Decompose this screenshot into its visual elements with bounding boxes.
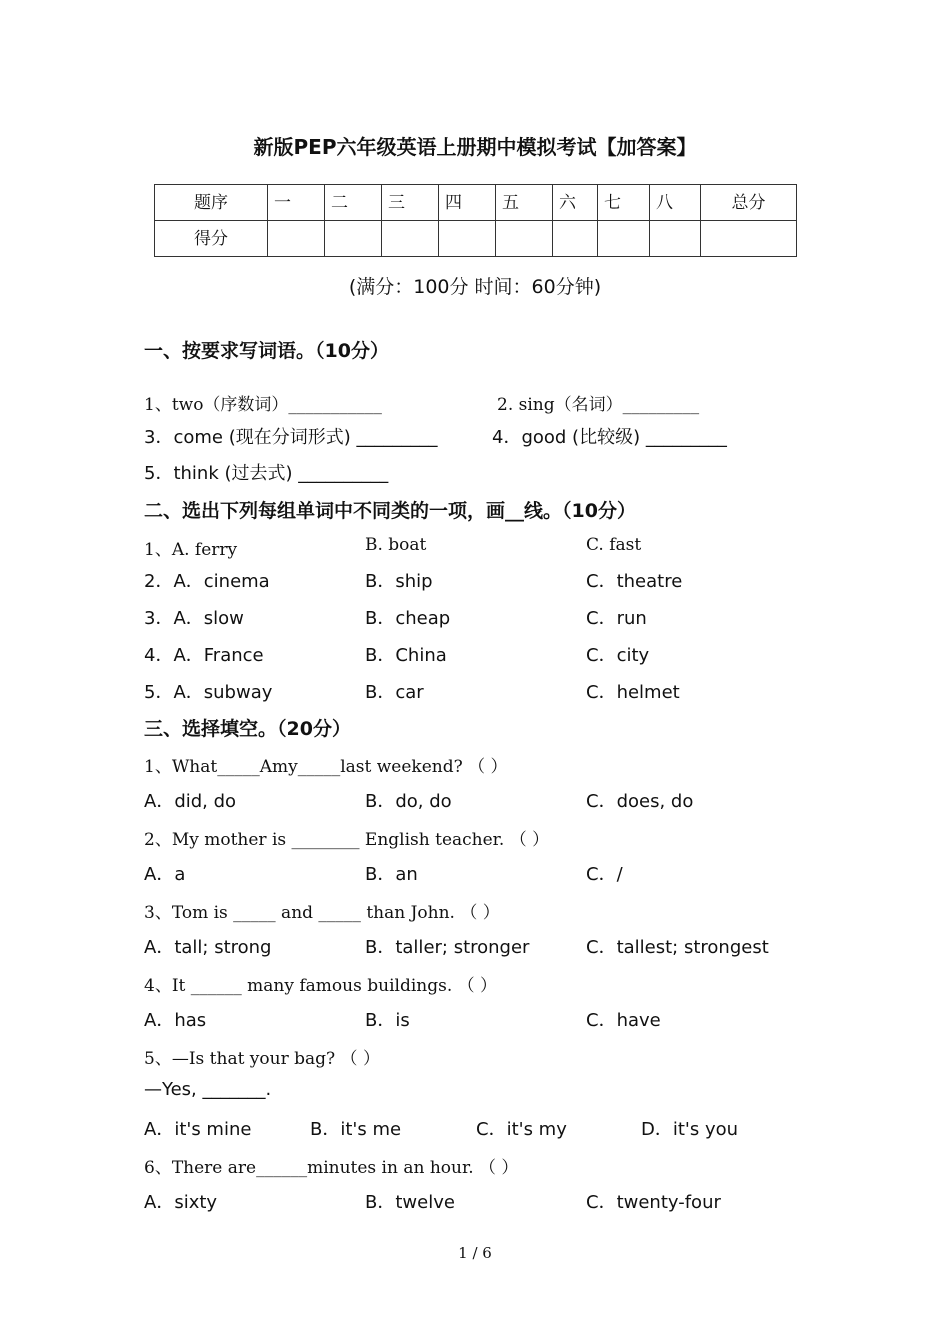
section2-option-c: C. fast <box>586 535 642 555</box>
score-table-score-row <box>155 221 797 257</box>
score-cell[interactable] <box>496 221 553 257</box>
section2-option-a: 5．A．subway <box>144 682 273 703</box>
score-header-cell: 七 <box>598 185 650 221</box>
section2-heading: 二、选出下列每组单词中不同类的一项，画__线。（10分） <box>144 500 636 522</box>
section3-option-c: C．twenty-four <box>586 1192 721 1213</box>
section3-option-c: C．it's my <box>476 1119 567 1140</box>
score-cell[interactable] <box>439 221 496 257</box>
score-header-cell: 总分 <box>701 185 797 221</box>
score-header-cell: 三 <box>382 185 439 221</box>
score-table <box>154 184 797 257</box>
score-cell[interactable] <box>701 221 797 257</box>
section3-option-c: C．/ <box>586 864 623 885</box>
section2-option-b: B．car <box>365 682 424 703</box>
section1-question-1: 1、two（序数词）___________ <box>144 395 382 415</box>
section3-option-b: B．do, do <box>365 791 452 812</box>
score-header-cell: 八 <box>650 185 701 221</box>
score-row-label: 得分 <box>155 221 268 257</box>
score-cell[interactable] <box>553 221 598 257</box>
section3-question-2: 2、My mother is ________ English teacher. （ ） <box>144 830 550 850</box>
section3-question-3: 3、Tom is _____ and _____ than John. （ ） <box>144 903 500 923</box>
section3-option-b: B．an <box>365 864 418 885</box>
section3-option-c: C．tallest; strongest <box>586 937 769 958</box>
section3-option-a: A．a <box>144 864 186 885</box>
section3-question-1: 1、What_____Amy_____last weekend? （ ） <box>144 757 508 777</box>
section3-option-a: A．did, do <box>144 791 237 812</box>
section3-option-c: C．does, do <box>586 791 694 812</box>
page-title: 新版PEP六年级英语上册期中模拟考试【加答案】 <box>253 135 697 159</box>
score-header-cell: 四 <box>439 185 496 221</box>
section3-option-d: D．it's you <box>641 1119 739 1140</box>
section2-option-a: 2．A．cinema <box>144 571 270 592</box>
section3-option-a: A．tall; strong <box>144 937 272 958</box>
section2-option-a: 3．A．slow <box>144 608 244 629</box>
section1-heading: 一、按要求写词语。（10分） <box>144 340 389 362</box>
section2-option-b: B．cheap <box>365 608 451 629</box>
section3-question-4: 4、It ______ many famous buildings. （ ） <box>144 976 498 996</box>
section3-option-a: A．sixty <box>144 1192 218 1213</box>
section2-option-c: C．helmet <box>586 682 680 703</box>
section3-option-a: A．has <box>144 1010 207 1031</box>
score-table-header-row <box>155 185 797 221</box>
section3-heading: 三、选择填空。（20分） <box>144 718 351 740</box>
section3-question-5-reply: —Yes, _______. <box>144 1079 272 1100</box>
section3-option-b: B．taller; stronger <box>365 937 530 958</box>
section2-option-c: C．theatre <box>586 571 683 592</box>
score-cell[interactable] <box>650 221 701 257</box>
section3-option-a: A．it's mine <box>144 1119 252 1140</box>
score-header-cell: 六 <box>553 185 598 221</box>
score-header-cell: 二 <box>325 185 382 221</box>
section3-question-5: 5、—Is that your bag? （ ） <box>144 1049 380 1069</box>
section3-option-b: B．is <box>365 1010 410 1031</box>
score-header-cell: 五 <box>496 185 553 221</box>
section2-option-c: C．city <box>586 645 650 666</box>
section1-question-4: 4．good (比较级) _________ <box>492 427 727 448</box>
section2-option-b: B．ship <box>365 571 433 592</box>
section1-question-3: 3．come (现在分词形式) _________ <box>144 427 438 448</box>
score-cell[interactable] <box>598 221 650 257</box>
section2-option-a: 4．A．France <box>144 645 264 666</box>
score-cell[interactable] <box>268 221 325 257</box>
section2-option-a: 1、A. ferry <box>144 540 238 560</box>
full-mark-info: (满分：100分 时间：60分钟) <box>348 276 602 298</box>
section2-option-b: B. boat <box>365 535 427 555</box>
section1-question-2: 2. sing（名词）_________ <box>497 395 700 415</box>
section1-question-5: 5．think (过去式) __________ <box>144 463 389 484</box>
section3-question-6: 6、There are______minutes in an hour. （ ） <box>144 1158 519 1178</box>
section3-option-b: B．twelve <box>365 1192 455 1213</box>
page-number: 1 / 6 <box>458 1244 492 1262</box>
section3-option-c: C．have <box>586 1010 661 1031</box>
section2-option-c: C．run <box>586 608 647 629</box>
score-cell[interactable] <box>382 221 439 257</box>
score-cell[interactable] <box>325 221 382 257</box>
section3-option-b: B．it's me <box>310 1119 402 1140</box>
section2-option-b: B．China <box>365 645 447 666</box>
score-header-cell: 一 <box>268 185 325 221</box>
score-header-cell: 题序 <box>155 185 268 221</box>
